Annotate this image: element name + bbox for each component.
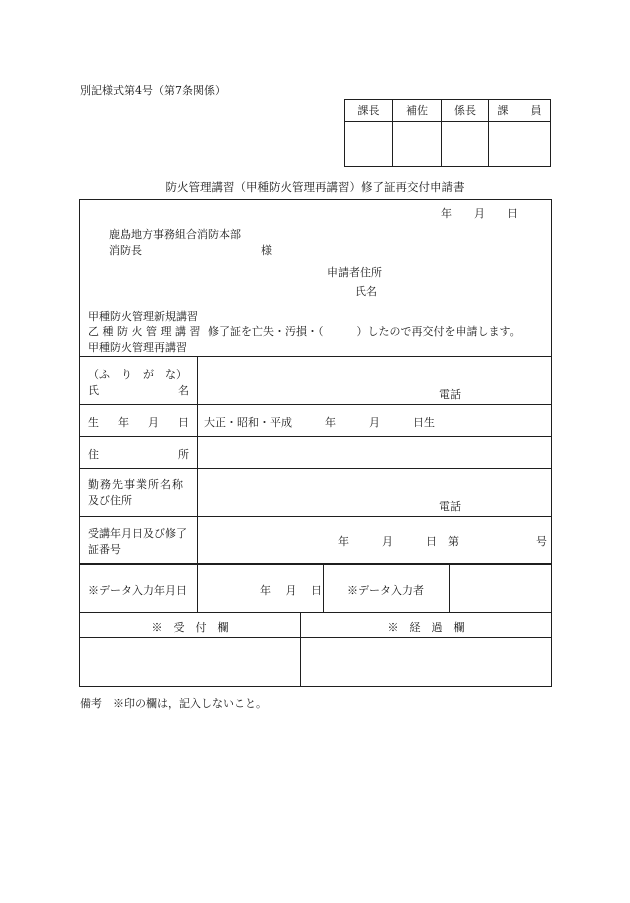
workplace-label-line1: 勤務先事業所名称: [88, 478, 184, 491]
stamp-header-staff: 課 員: [497, 104, 542, 117]
stamp-cell-section-chief: [345, 121, 393, 166]
course-option-class-b: 乙 種 防 火 管 理 講 習: [88, 325, 201, 338]
row-divider: [80, 404, 551, 405]
stamp-header-assistant: 補佐: [393, 100, 442, 121]
course-date-label-line2: 証番号: [88, 543, 121, 556]
addressee-organization: 鹿島地方事務組合消防本部: [109, 228, 241, 241]
name-label-first: 氏: [88, 384, 99, 397]
address-input-area[interactable]: [198, 437, 550, 467]
progress-column-label: ※ 経 過 欄: [387, 621, 465, 634]
honorific: 様: [261, 244, 272, 257]
course-option-new: 甲種防火管理新規講習: [88, 310, 198, 323]
furigana-label: （ふ り が な）: [88, 368, 187, 381]
workplace-phone-label: 電話: [439, 500, 461, 513]
reception-column-label: ※ 受 付 欄: [151, 621, 229, 634]
progress-area[interactable]: [301, 638, 550, 686]
phone-label: 電話: [439, 388, 461, 401]
row-divider: [80, 612, 551, 613]
approval-stamp-box: [344, 99, 551, 167]
application-form: [79, 199, 552, 687]
column-divider: [323, 565, 324, 612]
form-number: 別記様式第4号（第7条関係）: [80, 84, 226, 97]
address-label-char: 所: [178, 448, 189, 461]
address-label: [88, 446, 189, 462]
data-entry-date-value: 年 月 日: [260, 584, 322, 597]
stamp-header-section-chief: 課長: [345, 100, 393, 121]
name-input-area[interactable]: [198, 357, 550, 403]
applicant-address-label: 申請者住所: [327, 266, 382, 279]
workplace-input-area[interactable]: [198, 469, 550, 515]
applicant-name-label: 氏名: [355, 285, 377, 298]
birthdate-value: 大正・昭和・平成 年 月 日生: [204, 416, 435, 429]
course-date-value: 年 月 日 第 号: [338, 535, 547, 548]
stamp-cell-subsection-chief: [442, 121, 489, 166]
data-entry-person-label: ※データ入力者: [347, 584, 424, 597]
reissue-statement: 修了証を亡失・汚損・（ ）したので再交付を申請します。: [208, 325, 521, 338]
course-option-refresher: 甲種防火管理再講習: [88, 341, 187, 354]
row-divider: [80, 516, 551, 517]
address-label-char: 住: [88, 448, 99, 461]
course-date-label-line1: 受講年月日及び修了: [88, 527, 187, 540]
column-divider: [197, 565, 198, 612]
office-section-divider: [80, 563, 551, 565]
stamp-cell-assistant: [393, 121, 442, 166]
addressee-title: 消防長: [109, 244, 142, 257]
stamp-cell-staff: [489, 121, 550, 166]
workplace-label-line2: 及び住所: [88, 494, 132, 507]
stamp-header-subsection-chief: 係長: [442, 100, 489, 121]
name-label-second: 名: [178, 384, 189, 397]
remarks-note: 備考 ※印の欄は，記入しないこと。: [80, 697, 267, 710]
application-date: 年 月 日: [441, 207, 518, 220]
birthdate-label: [88, 414, 189, 430]
birthdate-label-char: 月: [148, 416, 159, 429]
data-entry-date-label: ※データ入力年月日: [88, 584, 187, 597]
reception-area[interactable]: [80, 638, 299, 686]
document-title: 防火管理講習（甲種防火管理再講習）修了証再交付申請書: [165, 180, 465, 194]
birthdate-label-char: 年: [118, 416, 129, 429]
data-entry-person-input[interactable]: [450, 566, 550, 611]
birthdate-label-char: 生: [88, 416, 99, 429]
birthdate-label-char: 日: [178, 416, 189, 429]
